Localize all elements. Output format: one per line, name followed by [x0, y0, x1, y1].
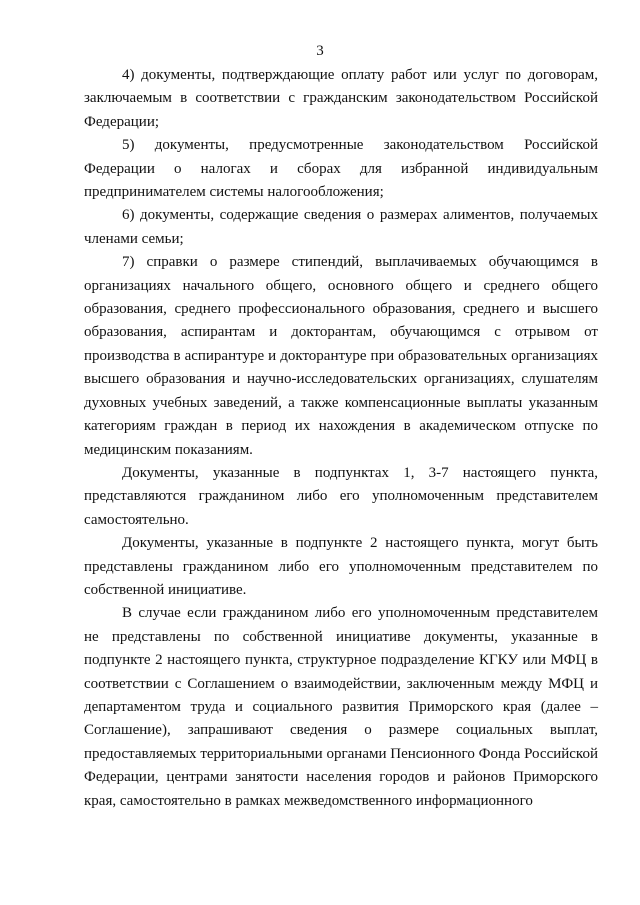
paragraph-documents-self-submitted: Документы, указанные в подпунктах 1, 3-7 настоящего пункта, представляются гражданином либо его уполномоченным представителем самостоятельно. — [84, 464, 598, 528]
paragraph-item-7: 7) справки о размере стипендий, выплачиваемых обучающимся в организациях начального общего, основного общего и среднего общего образования, среднего профессионального образования, среднего и высшего образования, аспирантам и докторантам, обучающимся с отрывом от производства в аспирантуре и докторантуре при образовательных организациях высшего образования и научно-исследовательских организациях, слушателям духовных учебных заведений, а также компенсационные выплаты указанным категориям граждан в период их нахождения в академическом отпуске по медицинским показаниям. — [84, 254, 598, 458]
paragraph-item-4: 4) документы, подтверждающие оплату работ или услуг по договорам, заключаемым в соответствии с гражданским законодательством Российской Федерации; — [84, 67, 598, 130]
paragraph-item-5: 5) документы, предусмотренные законодательством Российской Федерации о налогах и сборах для избранной индивидуальным предпринимателем системы налогообложения; — [84, 137, 598, 201]
paragraph-item-6: 6) документы, содержащие сведения о размерах алиментов, получаемых членами семьи; — [84, 207, 598, 247]
page-number: 3 — [316, 43, 324, 59]
paragraph-documents-own-initiative: Документы, указанные в подпункте 2 настоящего пункта, могут быть представлены гражданином либо его уполномоченным представителем по собственной инициативе. — [84, 535, 598, 598]
document-body — [84, 64, 598, 813]
paragraph-interagency-request: В случае если гражданином либо его уполномоченным представителем не представлены по собственной инициативе документы, указанные в подпункте 2 настоящего пункта, структурное подразделение КГКУ или МФЦ в соответствии с Соглашением о взаимодействии, заключенным между МФЦ и департаментом труда и социального развития Приморского края (далее – Соглашение), запрашивают сведения о размере социальных выплат, предоставляемых территориальными органами Пенсионного Фонда Российской Федерации, центрами занятости населения городов и районов Приморского края, самостоятельно в рамках межведомственного информационного — [84, 605, 598, 809]
